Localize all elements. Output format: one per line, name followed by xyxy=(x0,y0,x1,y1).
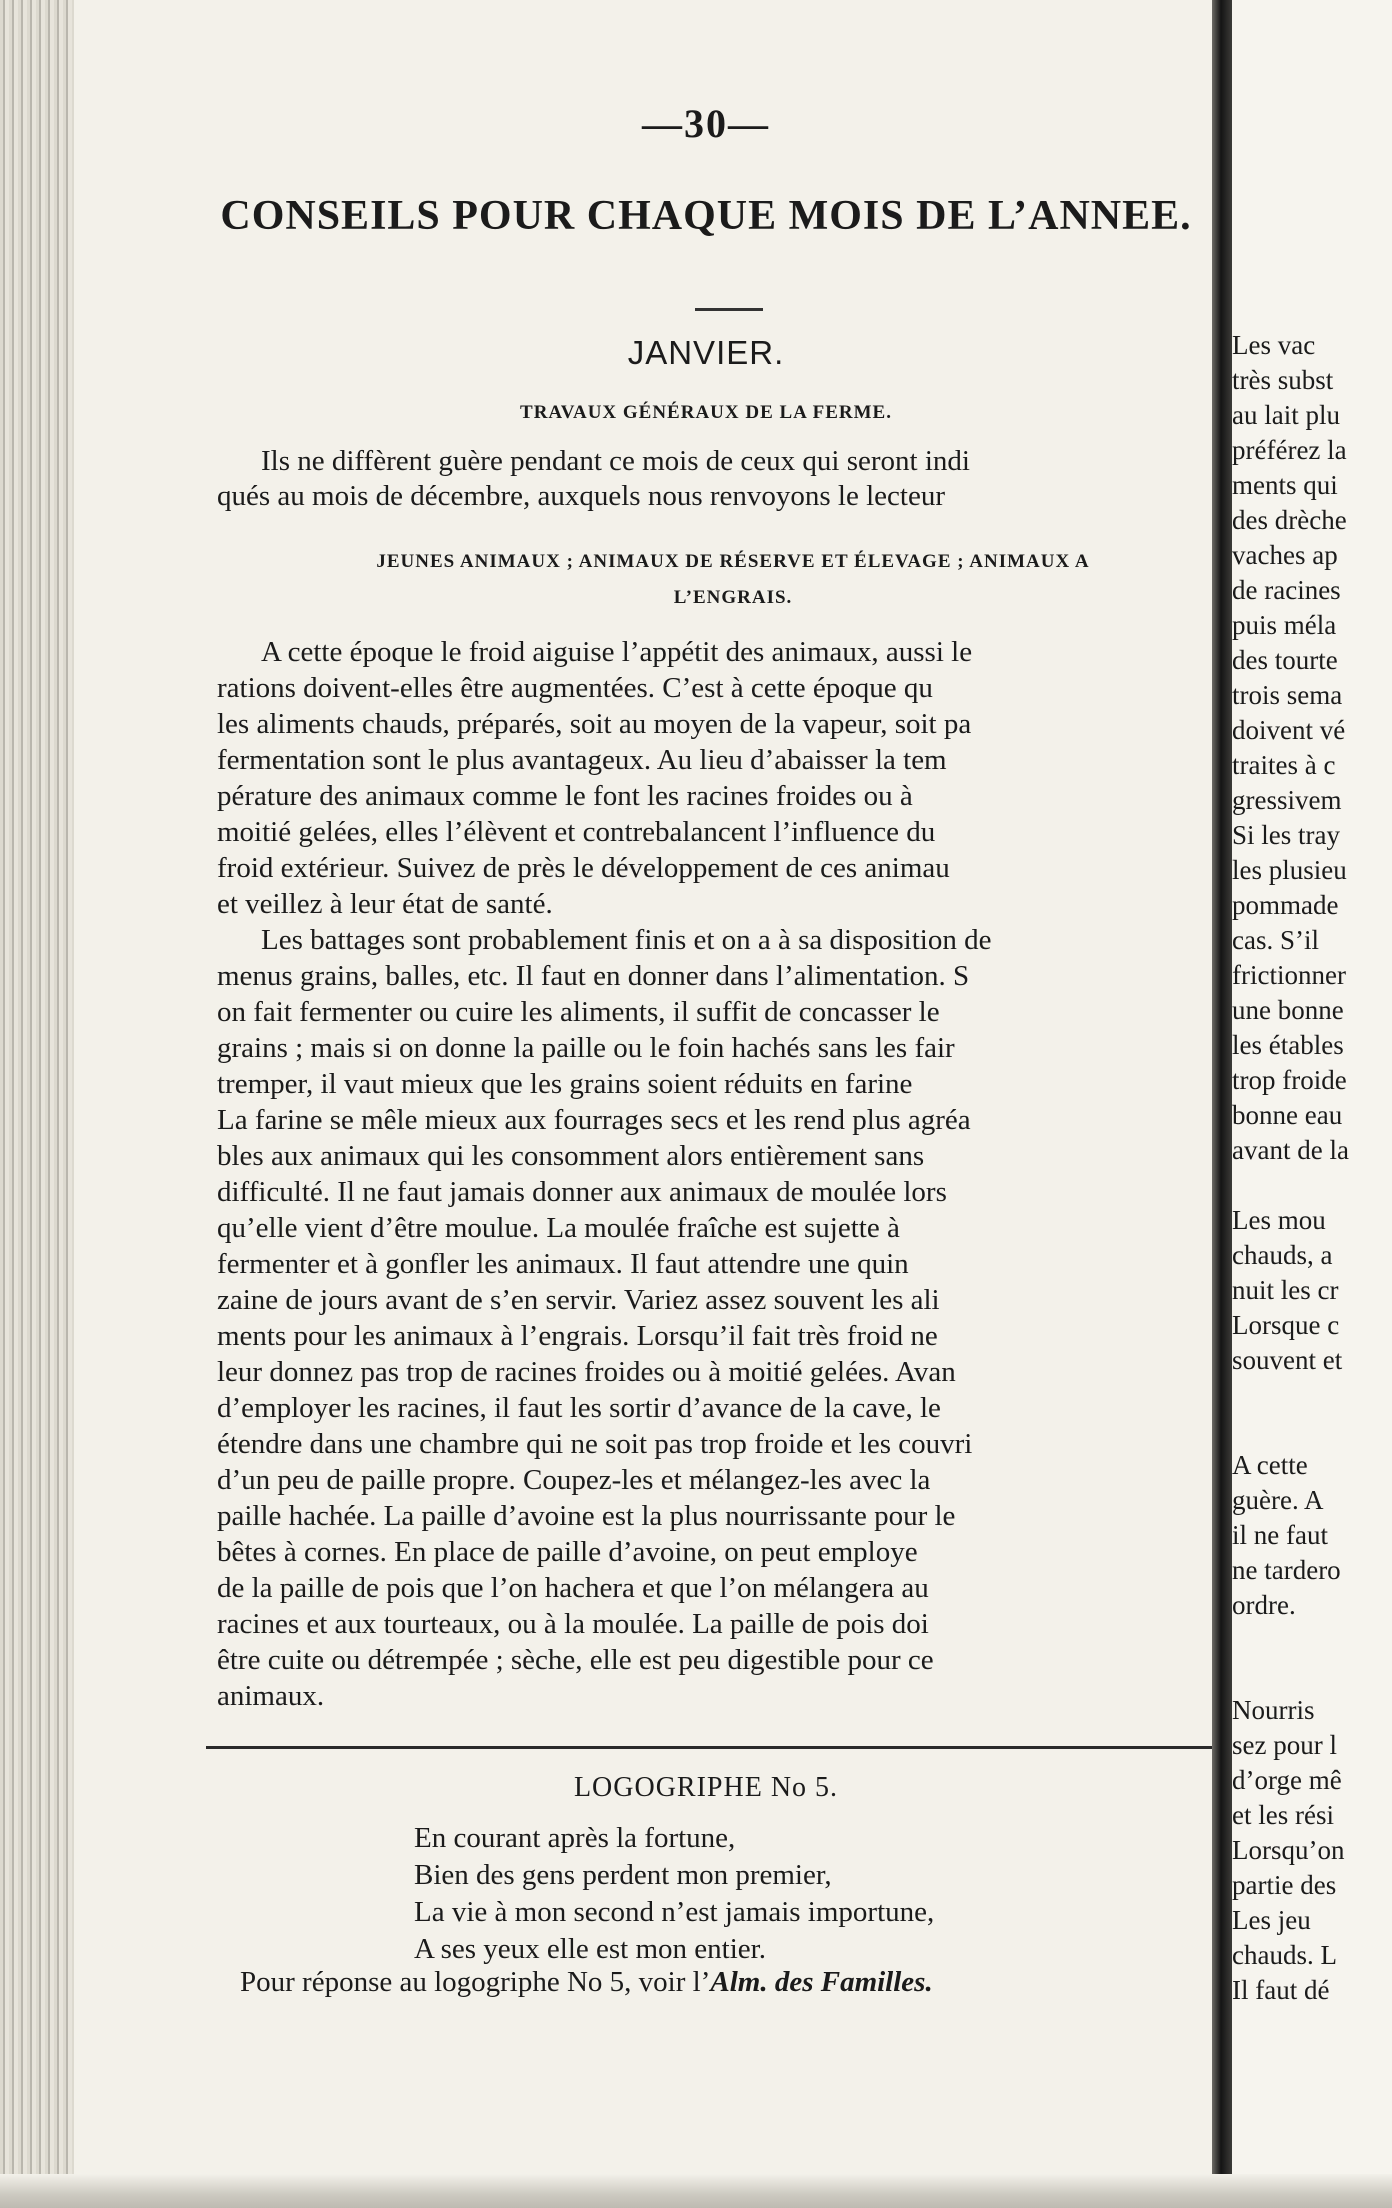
text-line: sez pour l xyxy=(1232,1730,1337,1760)
text-line: chauds. L xyxy=(1232,1940,1337,1970)
scan-bottom-edge xyxy=(0,2174,1392,2208)
text-line: Il faut dé xyxy=(1232,1975,1330,2005)
text-line: bonne eau xyxy=(1232,1100,1343,1130)
text-line: paille hachée. La paille d’avoine est la plus nourrissante pour le xyxy=(217,1500,956,1532)
intro-paragraph xyxy=(217,444,1212,514)
text-line: préférez la xyxy=(1232,435,1347,465)
text-line: d’orge mê xyxy=(1232,1765,1342,1795)
text-line: Les battages sont probablement finis et on a à sa disposition de xyxy=(261,924,992,956)
text-line: pommade xyxy=(1232,890,1339,920)
text-line: bles aux animaux qui les consomment alors entièrement sans xyxy=(217,1140,925,1172)
text-line: ments pour les animaux à l’engrais. Lorsqu’il fait très froid ne xyxy=(217,1320,938,1352)
text-line: puis méla xyxy=(1232,610,1337,640)
text-line: qués au mois de décembre, auxquels nous renvoyons le lecteur xyxy=(217,480,946,512)
logogriphe-title: LOGOGRIPHE No 5. xyxy=(573,1772,839,1803)
answer-reference: Alm. des Familles. xyxy=(710,1966,933,1998)
text-line: Lorsque c xyxy=(1232,1310,1340,1340)
text-line: chauds, a xyxy=(1232,1240,1333,1270)
text-line: racines et aux tourteaux, ou à la moulée. La paille de pois doi xyxy=(217,1608,929,1640)
text-line: grains ; mais si on donne la paille ou le foin hachés sans les fair xyxy=(217,1032,955,1064)
text-line: bêtes à cornes. En place de paille d’avoine, on peut employe xyxy=(217,1536,918,1568)
text-line: trop froide xyxy=(1232,1065,1347,1095)
section-divider xyxy=(206,1746,1212,1749)
text-line: trois sema xyxy=(1232,680,1343,710)
text-line: ordre. xyxy=(1232,1590,1296,1620)
text-line: Lorsqu’on xyxy=(1232,1835,1345,1865)
text-line: étendre dans une chambre qui ne soit pas trop froide et les couvri xyxy=(217,1428,973,1460)
text-line xyxy=(1232,1658,1392,1693)
text-line: partie des xyxy=(1232,1870,1337,1900)
text-line: les aliments chauds, préparés, soit au moyen de la vapeur, soit pa xyxy=(217,708,972,740)
text-line: pérature des animaux comme le font les racines froides ou à xyxy=(217,780,913,812)
text-line: les plusieu xyxy=(1232,855,1347,885)
heading-line: JEUNES ANIMAUX ; ANIMAUX DE RÉSERVE ET ÉLEVAGE ; ANIMAUX A xyxy=(376,551,1090,572)
text-line: ments qui xyxy=(1232,470,1338,500)
text-line: difficulté. Il ne faut jamais donner aux animaux de moulée lors xyxy=(217,1176,947,1208)
left-page xyxy=(200,0,1212,2208)
text-line: tremper, il vaut mieux que les grains soient réduits en farine xyxy=(217,1068,913,1100)
text-line: avant de la xyxy=(1232,1135,1349,1165)
logogriphe-answer xyxy=(240,1966,1212,1999)
text-line: de la paille de pois que l’on hachera et que l’on mélangera au xyxy=(217,1572,929,1604)
poem-line: Bien des gens perdent mon premier, xyxy=(414,1859,832,1891)
text-line: d’un peu de paille propre. Coupez-les et mélangez-les avec la xyxy=(217,1464,931,1496)
page-title: CONSEILS POUR CHAQUE MOIS DE L’ANNEE. xyxy=(220,193,1192,239)
text-line xyxy=(1232,1413,1392,1448)
body-paragraphs xyxy=(217,634,1212,1714)
text-line: il ne faut xyxy=(1232,1520,1328,1550)
page-number: —30— xyxy=(642,101,770,146)
text-line: guère. A xyxy=(1232,1485,1324,1515)
text-line xyxy=(1232,1623,1392,1658)
text-line: une bonne xyxy=(1232,995,1344,1025)
text-line xyxy=(1232,1378,1392,1413)
text-line: on fait fermenter ou cuire les aliments, il suffit de concasser le xyxy=(217,996,940,1028)
text-line: menus grains, balles, etc. Il faut en donner dans l’alimentation. S xyxy=(217,960,970,992)
text-line: très subst xyxy=(1232,365,1334,395)
text-line: La farine se mêle mieux aux fourrages secs et les rend plus agréa xyxy=(217,1104,971,1136)
text-line: fermentation sont le plus avantageux. Au lieu d’abaisser la tem xyxy=(217,744,947,776)
poem-line: La vie à mon second n’est jamais importune, xyxy=(414,1896,935,1928)
text-line: rations doivent-elles être augmentées. C’est à cette époque qu xyxy=(217,672,933,704)
text-line: des tourte xyxy=(1232,645,1338,675)
text-line xyxy=(1232,1168,1392,1203)
paragraph-threshing xyxy=(217,922,1212,1714)
text-line: de racines xyxy=(1232,575,1341,605)
logogriphe-poem xyxy=(414,1820,1212,1968)
text-line: gressivem xyxy=(1232,785,1342,815)
text-line: animaux. xyxy=(217,1680,325,1712)
right-page-cropped xyxy=(1232,0,1392,2208)
text-line: être cuite ou détrempée ; sèche, elle est peu digestible pour ce xyxy=(217,1644,934,1676)
text-line: fermenter et à gonfler les animaux. Il faut attendre une quin xyxy=(217,1248,909,1280)
text-line: Ils ne diffèrent guère pendant ce mois de ceux qui seront indi xyxy=(261,445,970,477)
heading-line: L’ENGRAIS. xyxy=(673,587,793,608)
text-line: Les mou xyxy=(1232,1205,1326,1235)
text-line: Les vac xyxy=(1232,330,1316,360)
text-line: les étables xyxy=(1232,1030,1344,1060)
text-line: des drèche xyxy=(1232,505,1347,535)
text-line: moitié gelées, elles l’élèvent et contrebalancent l’influence du xyxy=(217,816,936,848)
text-line: ne tardero xyxy=(1232,1555,1341,1585)
right-page-text xyxy=(1232,328,1392,2008)
month-heading: JANVIER. xyxy=(627,334,785,371)
text-line: Si les tray xyxy=(1232,820,1340,850)
poem-line: En courant après la fortune, xyxy=(414,1822,736,1854)
text-line: doivent vé xyxy=(1232,715,1346,745)
text-line: d’employer les racines, il faut les sortir d’avance de la cave, le xyxy=(217,1392,941,1424)
poem-line: A ses yeux elle est mon entier. xyxy=(414,1933,766,1965)
text-line: A cette xyxy=(1232,1450,1308,1480)
text-line: au lait plu xyxy=(1232,400,1340,430)
text-line: froid extérieur. Suivez de près le développement de ces animau xyxy=(217,852,950,884)
text-line: Les jeu xyxy=(1232,1905,1311,1935)
text-line: qu’elle vient d’être moulue. La moulée fraîche est sujette à xyxy=(217,1212,900,1244)
paragraph-cold-weather xyxy=(217,634,1212,922)
text-line: vaches ap xyxy=(1232,540,1338,570)
title-divider xyxy=(695,308,763,311)
text-line: cas. S’il xyxy=(1232,925,1319,955)
section-subheading: TRAVAUX GÉNÉRAUX DE LA FERME. xyxy=(520,402,892,423)
text-line: souvent et xyxy=(1232,1345,1343,1375)
text-line: et veillez à leur état de santé. xyxy=(217,888,553,920)
text-line: A cette époque le froid aiguise l’appétit des animaux, aussi le xyxy=(261,636,973,668)
book-spine-shadow xyxy=(1212,0,1232,2208)
text-line: nuit les cr xyxy=(1232,1275,1339,1305)
text-line: zaine de jours avant de s’en servir. Variez assez souvent les ali xyxy=(217,1284,940,1316)
text-line: traites à c xyxy=(1232,750,1336,780)
answer-prefix: Pour réponse au logogriphe No 5, voir l’ xyxy=(240,1966,711,1998)
text-line: leur donnez pas trop de racines froides ou à moitié gelées. Avan xyxy=(217,1356,956,1388)
page-edge-gutter xyxy=(0,0,74,2208)
text-line: frictionner xyxy=(1232,960,1346,990)
text-line: et les rési xyxy=(1232,1800,1334,1830)
text-line: Nourris xyxy=(1232,1695,1315,1725)
animals-section-heading xyxy=(254,544,1212,616)
